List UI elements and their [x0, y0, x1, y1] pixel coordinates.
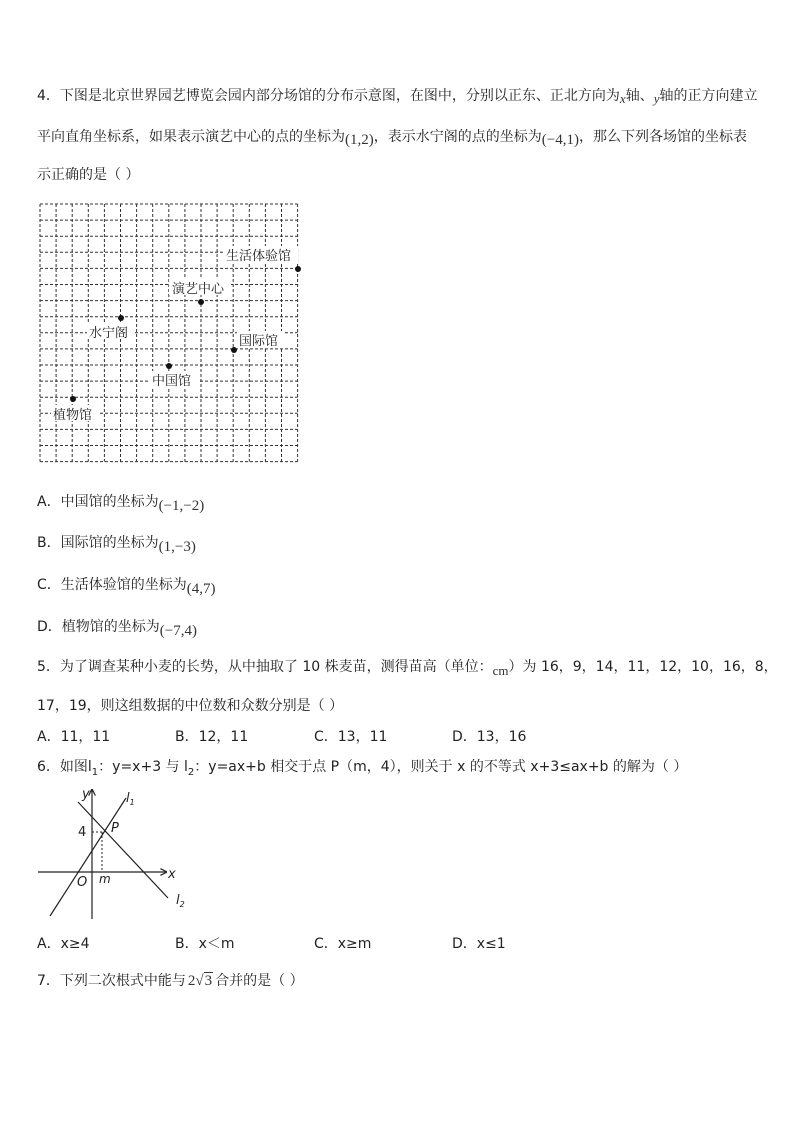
- q6-option-d[interactable]: D．x≤1: [452, 936, 506, 952]
- label-x: x: [168, 867, 176, 882]
- label-zhiwu: 植物馆: [53, 408, 93, 423]
- point-zhongguo: [166, 363, 172, 369]
- q7-line1: 7．下列二次根式中能与 2√3 合并的是（ ）: [37, 973, 304, 989]
- q4-option-b[interactable]: B．国际馆的坐标为(1,−3): [37, 535, 196, 555]
- label-m: m: [99, 872, 111, 886]
- q4-line2: 平向直角坐标系，如果表示演艺中心的点的坐标为(1,2)，表示水宁阁的点的坐标为(−4,1)，那么下列各场馆的坐标表: [37, 129, 747, 148]
- label-p: P: [111, 821, 119, 836]
- q6-option-a[interactable]: A．x≥4: [37, 936, 90, 952]
- coord-shuining: (−4,1): [541, 132, 579, 148]
- radical-expression: 2√3: [187, 973, 213, 989]
- label-origin: O: [77, 875, 88, 890]
- label-four: 4: [78, 825, 87, 840]
- label-shuining: 水宁阁: [89, 326, 129, 341]
- label-y: y: [82, 787, 90, 802]
- label-l2: $l_2$: [176, 893, 185, 909]
- q5-option-b[interactable]: B．12，11: [175, 729, 249, 745]
- q4-option-c[interactable]: C．生活体验馆的坐标为(4,7): [37, 577, 216, 597]
- q6-option-c[interactable]: C．x≥m: [314, 936, 372, 952]
- venue-map: [38, 202, 303, 468]
- q4-option-a[interactable]: A．中国馆的坐标为(−1,−2): [37, 494, 205, 514]
- q5-option-a[interactable]: A．11，11: [37, 729, 111, 745]
- label-shenghuo: 生活体验馆: [226, 249, 292, 264]
- point-guoji: [231, 347, 237, 353]
- point-shuining: [118, 315, 124, 321]
- q5-option-d[interactable]: D．13，16: [452, 729, 527, 745]
- point-yanyi: [198, 299, 204, 305]
- q5-line2: 17，19，则这组数据的中位数和众数分别是（ ）: [37, 698, 344, 714]
- q4-line1: 4．下图是北京世界园艺博览会园内部分场馆的分布示意图，在图中，分别以正东、正北方向为x轴、y轴的正方向建立: [37, 88, 758, 106]
- q6-graph: [36, 786, 196, 921]
- q6-line1: 6．如图$l_1$：y=x+3 与 $l_2$：y=ax+b 相交于点 P（m，4），则关于 x 的不等式 x+3≤ax+b 的解为（ ）: [37, 759, 688, 778]
- label-zhongguo: 中国馆: [152, 374, 192, 389]
- label-yanyi: 演艺中心: [172, 282, 225, 297]
- q4-line3: 示正确的是（ ）: [37, 167, 140, 183]
- q6-option-b[interactable]: B．x＜m: [175, 936, 235, 952]
- q5-option-c[interactable]: C．13，11: [314, 729, 388, 745]
- point-zhiwu: [70, 396, 76, 402]
- label-l1: $l_1$: [126, 791, 135, 807]
- label-guoji: 国际馆: [239, 334, 279, 349]
- q4-option-d[interactable]: D．植物馆的坐标为(−7,4): [37, 619, 197, 639]
- q5-line1: 5．为了调查某种小麦的长势，从中抽取了 10 株麦苗，测得苗高（单位：cm）为 16，9，14，11，12，10，16，8，: [37, 659, 778, 678]
- point-shenghuo: [295, 266, 301, 272]
- line-l1: [50, 798, 126, 916]
- coord-yanyi: (1,2): [345, 132, 374, 148]
